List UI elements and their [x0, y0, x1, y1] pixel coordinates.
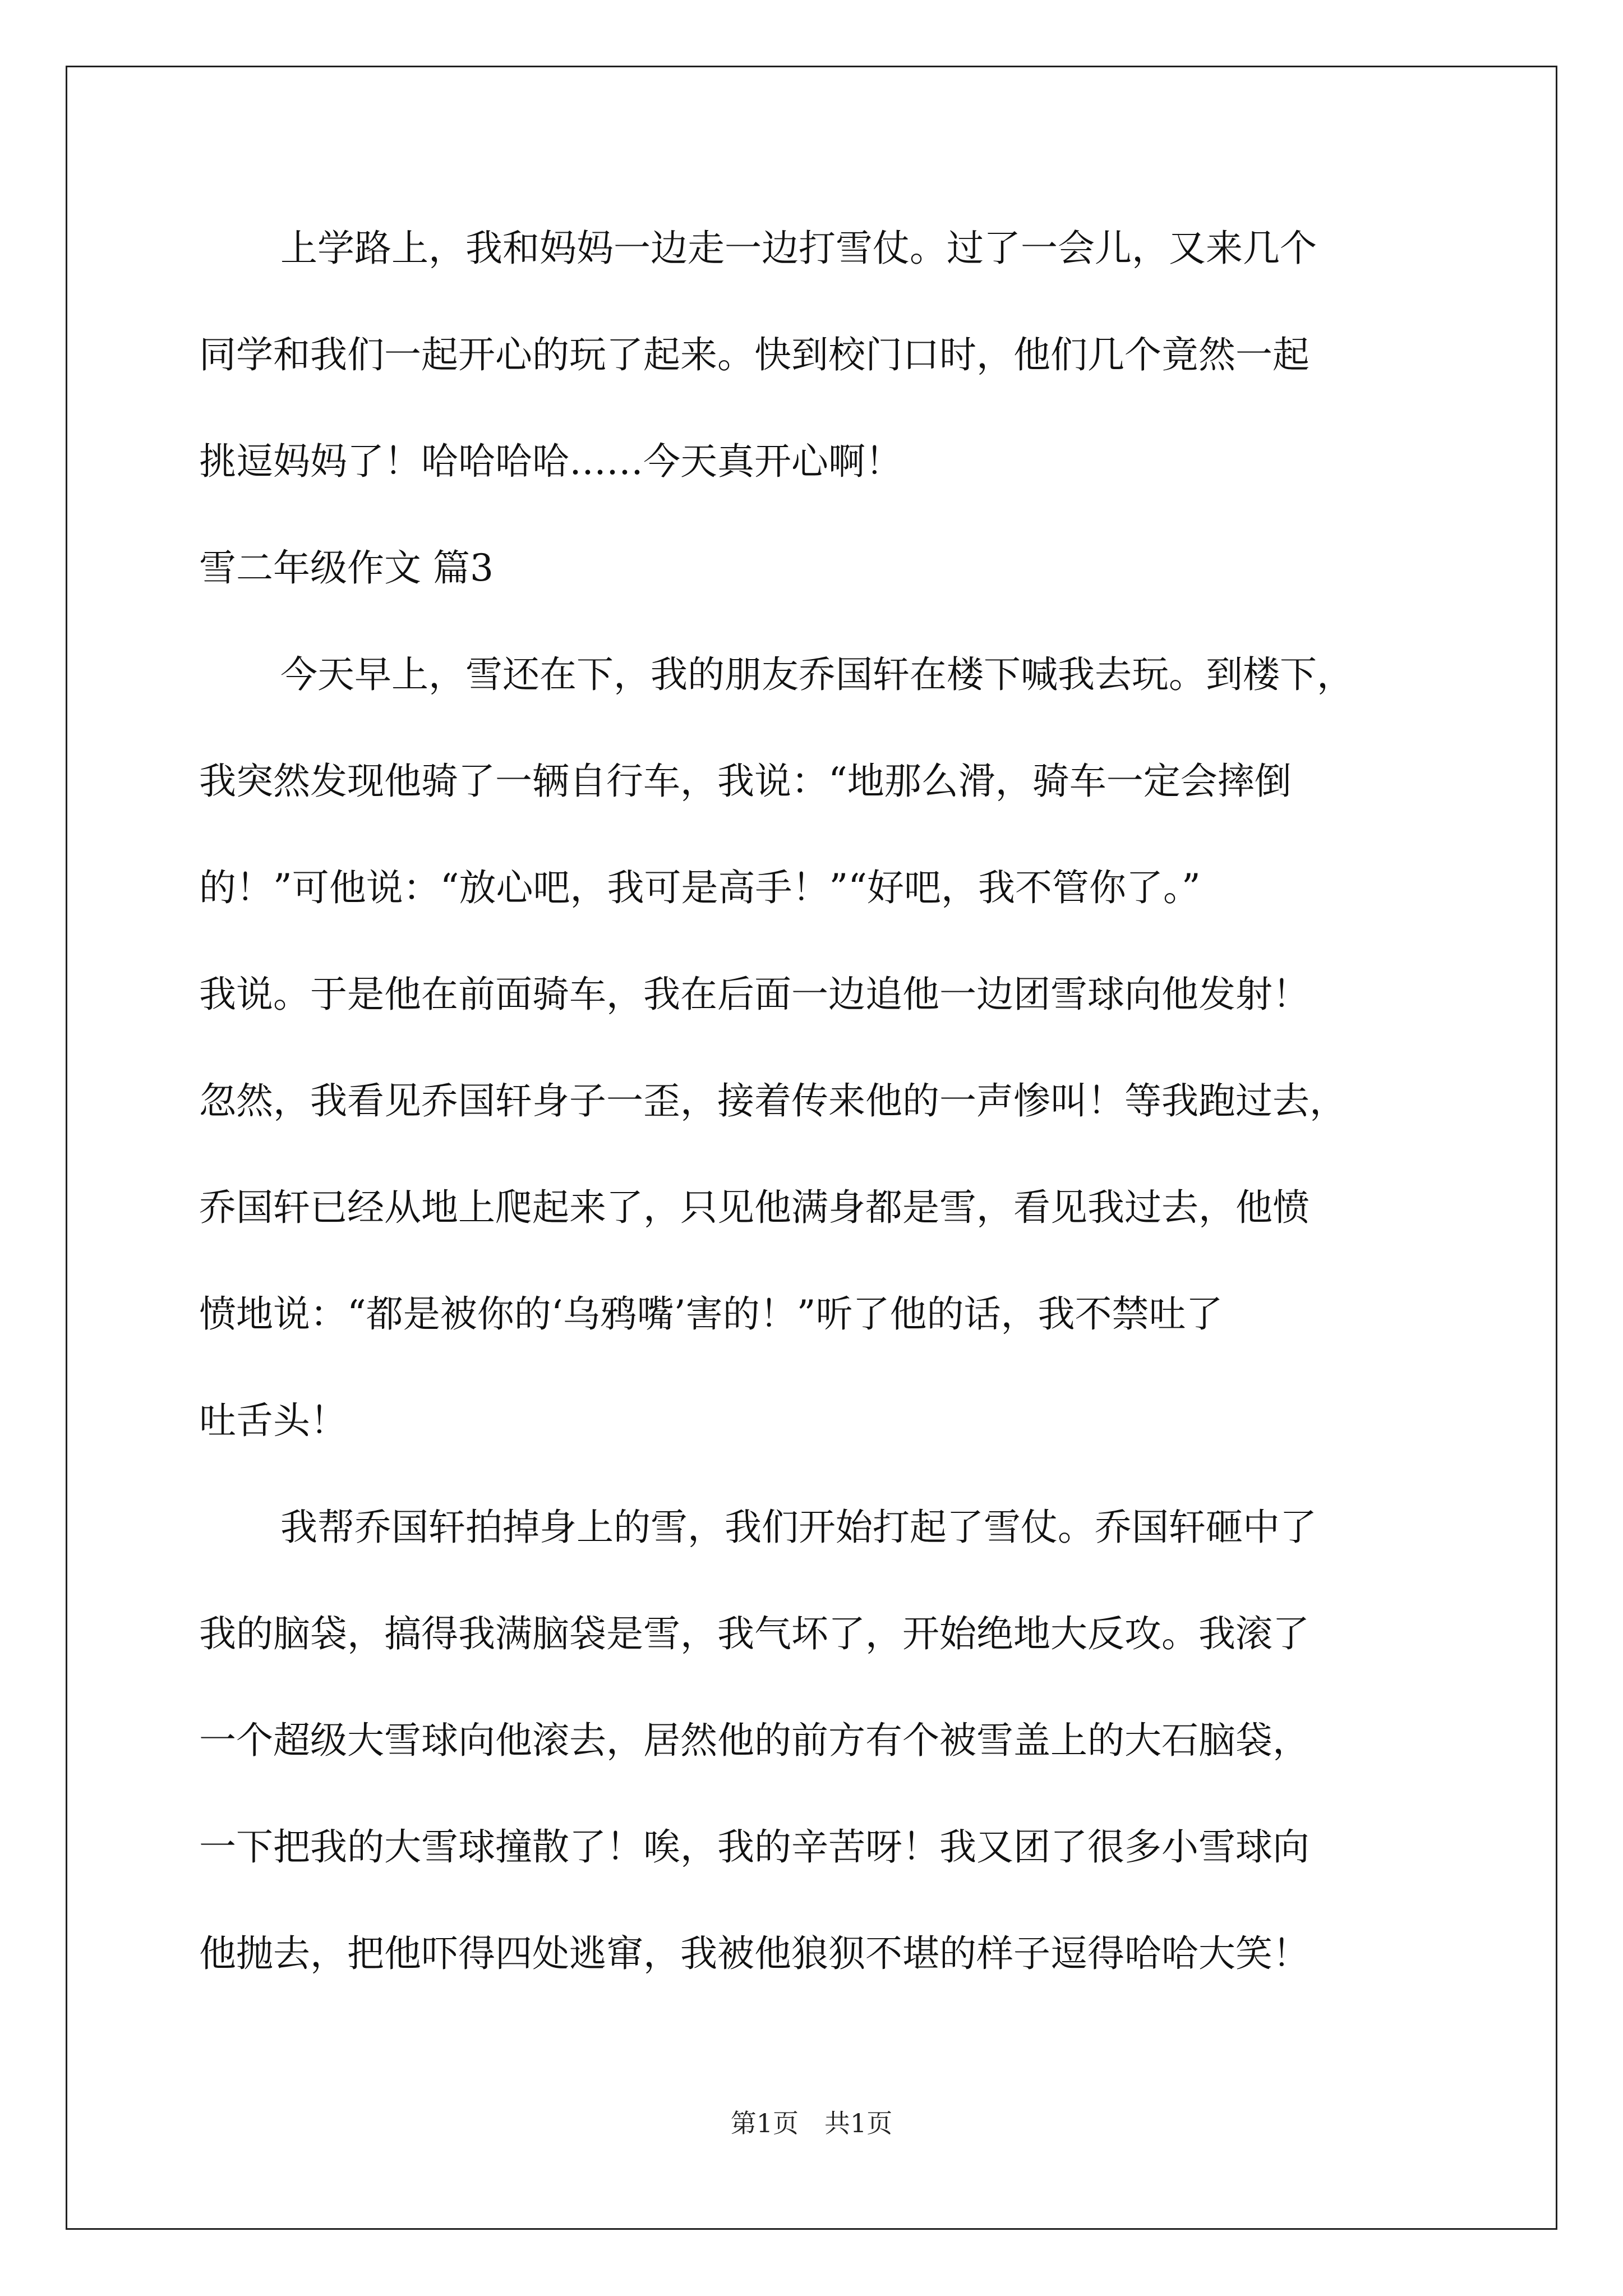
- page-number-footer: 第1页 共1页: [730, 2108, 893, 2138]
- text-line: 愤地说：“都是被你的‘乌鸦嘴’害的！”听了他的话，我不禁吐了: [199, 1292, 1223, 1336]
- section-heading: 雪二年级作文 篇3: [199, 546, 494, 590]
- text-line: 一个超级大雪球向他滚去，居然他的前方有个被雪盖上的大石脑袋，: [199, 1719, 1310, 1762]
- text-line: 今天早上，雪还在下，我的朋友乔国轩在楼下喊我去玩。到楼下，: [280, 653, 1354, 696]
- text-line: 同学和我们一起开心的玩了起来。快到校门口时，他们几个竟然一起: [199, 333, 1310, 376]
- text-line: 乔国轩已经从地上爬起来了，只见他满身都是雪，看见我过去，他愤: [199, 1186, 1310, 1229]
- text-line: 的！”可他说：“放心吧，我可是高手！”“好吧，我不管你了。”: [199, 866, 1201, 909]
- text-line: 我突然发现他骑了一辆自行车，我说：“地那么滑，骑车一定会摔倒: [199, 760, 1292, 803]
- text-line: 忽然，我看见乔国轩身子一歪，接着传来他的一声惨叫！等我跑过去，: [199, 1079, 1347, 1122]
- text-line: 吐舌头！: [199, 1399, 347, 1442]
- text-line: 我帮乔国轩拍掉身上的雪，我们开始打起了雪仗。乔国轩砸中了: [280, 1506, 1317, 1549]
- text-line: 我说。于是他在前面骑车，我在后面一边追他一边团雪球向他发射！: [199, 973, 1310, 1016]
- text-line: 我的脑袋，搞得我满脑袋是雪，我气坏了，开始绝地大反攻。我滚了: [199, 1612, 1310, 1655]
- text-line: 上学路上，我和妈妈一边走一边打雪仗。过了一会儿，又来几个: [280, 227, 1317, 270]
- text-line: 他抛去，把他吓得四处逃窜，我被他狼狈不堪的样子逗得哈哈大笑！: [199, 1932, 1310, 1975]
- text-line: 挑逗妈妈了！哈哈哈哈……今天真开心啊！: [199, 440, 902, 483]
- page-frame: [66, 66, 1557, 2230]
- text-line: 一下把我的大雪球撞散了！唉，我的辛苦呀！我又团了很多小雪球向: [199, 1825, 1310, 1869]
